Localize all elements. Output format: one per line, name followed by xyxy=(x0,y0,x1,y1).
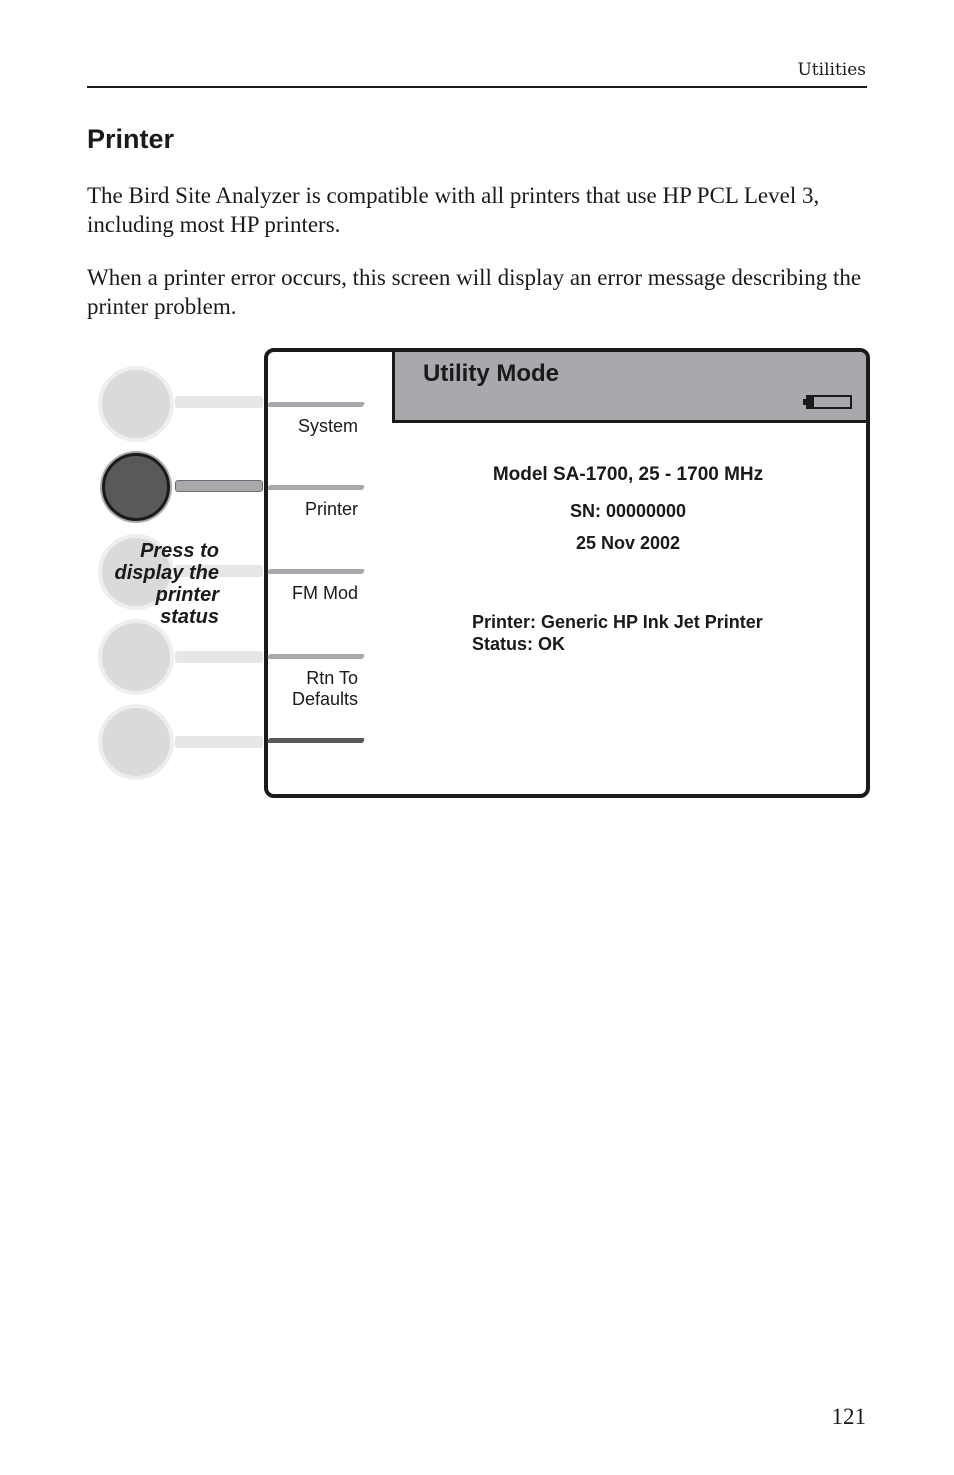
paragraph-compatibility: The Bird Site Analyzer is compatible with all printers that use HP PCL Level 3, including most HP printers. xyxy=(87,183,820,237)
utility-mode-figure xyxy=(0,340,954,810)
button-connector-5 xyxy=(175,736,263,748)
paragraph-error: When a printer error occurs, this screen will display an error message describing the printer problem. xyxy=(87,265,862,319)
screen-title: Utility Mode xyxy=(423,360,559,387)
printer-name-text: Printer: Generic HP Ink Jet Printer xyxy=(472,612,763,632)
hardware-button-1[interactable] xyxy=(102,370,170,438)
softkey-rtn-to-defaults[interactable]: Rtn To Defaults xyxy=(291,668,358,709)
button-connector-1 xyxy=(175,396,263,408)
softkey-system[interactable]: System xyxy=(297,416,358,436)
softkey-bar-3 xyxy=(267,569,365,574)
title-bar xyxy=(392,352,866,423)
battery-icon xyxy=(806,395,852,409)
softkey-bar-5 xyxy=(267,738,365,743)
button-connector-2 xyxy=(175,480,263,492)
softkey-printer[interactable]: Printer xyxy=(304,499,358,519)
softkey-bar-2 xyxy=(267,485,365,490)
running-header: Utilities xyxy=(797,60,866,80)
softkey-bar-1 xyxy=(267,402,365,407)
printer-status-text: Status: OK xyxy=(472,634,566,654)
softkey-bar-4 xyxy=(267,654,365,659)
hardware-button-4[interactable] xyxy=(102,623,170,691)
button-connector-4 xyxy=(175,651,263,663)
serial-text: SN: 00000000 xyxy=(569,501,687,521)
callout-text: Press to display the printer status xyxy=(114,540,219,628)
battery-tip xyxy=(803,399,806,405)
hardware-button-5[interactable] xyxy=(102,708,170,776)
page-number: 121 xyxy=(831,1404,866,1429)
device-screen xyxy=(264,348,870,798)
softkey-fm-mod[interactable]: FM Mod xyxy=(291,583,358,603)
header-rule xyxy=(87,86,867,88)
battery-fill xyxy=(808,397,814,407)
section-title: Printer xyxy=(87,124,175,154)
date-text: 25 Nov 2002 xyxy=(575,533,681,553)
model-text: Model SA-1700, 25 - 1700 MHz xyxy=(492,464,764,485)
hardware-button-printer[interactable] xyxy=(102,453,170,521)
